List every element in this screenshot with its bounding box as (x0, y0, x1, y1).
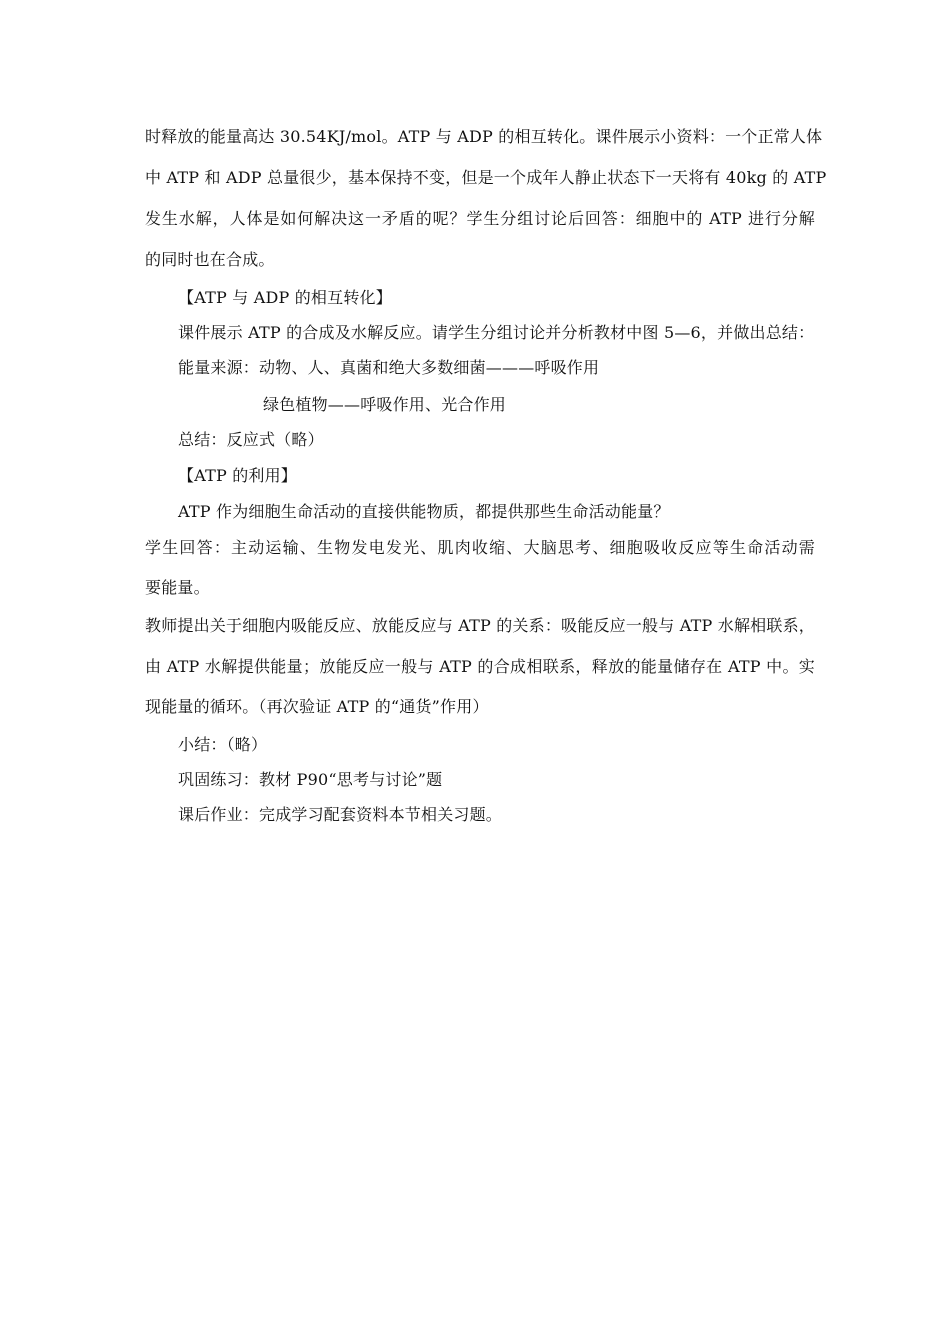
teacher-paragraph-line-2: 由 ATP 水解提供能量；放能反应一般与 ATP 的合成相联系，释放的能量储存在 ATP 中。实 (145, 657, 815, 676)
courseware-line: 课件展示 ATP 的合成及水解反应。请学生分组讨论并分析教材中图 5—6，并做出总结： (178, 323, 815, 342)
paragraph-1-line-1: 时释放的能量高达 30.54KJ/mol。ATP 与 ADP 的相互转化。课件展示小资料：一个正常人体 (145, 127, 823, 146)
energy-source-line-1: 能量来源：动物、人、真菌和绝大多数细菌———呼吸作用 (178, 358, 600, 377)
paragraph-1-line-3: 发生水解，人体是如何解决这一矛盾的呢？学生分组讨论后回答：细胞中的 ATP 进行分解 (145, 209, 815, 228)
paragraph-1-line-2: 中 ATP 和 ADP 总量很少，基本保持不变，但是一个成年人静止状态下一天将有 40kg 的 ATP (145, 168, 827, 187)
student-answer-line-2: 要能量。 (145, 578, 210, 597)
summary-reaction: 总结：反应式（略） (178, 430, 324, 449)
brief-summary: 小结：（略） (178, 735, 268, 754)
question-line: ATP 作为细胞生命活动的直接供能物质，都提供那些生命活动能量？ (178, 502, 670, 521)
teacher-paragraph-line-3: 现能量的循环。（再次验证 ATP 的“通货”作用） (145, 697, 489, 716)
section-heading-conversion: 【ATP 与 ADP 的相互转化】 (178, 288, 392, 307)
student-answer-line-1: 学生回答：主动运输、生物发电发光、肌肉收缩、大脑思考、细胞吸收反应等生命活动需 (145, 538, 815, 557)
paragraph-1-line-4: 的同时也在合成。 (145, 250, 275, 269)
practice-line: 巩固练习：教材 P90“思考与讨论”题 (178, 770, 443, 789)
energy-source-line-2: 绿色植物——呼吸作用、光合作用 (263, 395, 507, 414)
homework-line: 课后作业：完成学习配套资料本节相关习题。 (178, 805, 503, 824)
section-heading-utilization: 【ATP 的利用】 (178, 466, 298, 485)
teacher-paragraph-line-1: 教师提出关于细胞内吸能反应、放能反应与 ATP 的关系：吸能反应一般与 ATP 水解相联系， (145, 616, 815, 635)
